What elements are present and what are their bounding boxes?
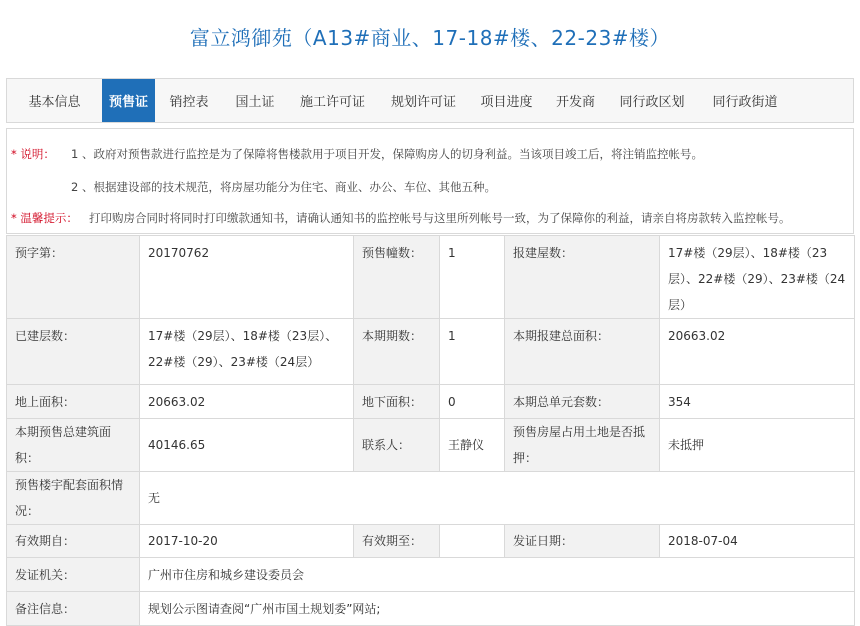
tip-text: 打印购房合同时将同时打印缴款通知书，请确认通知书的监控帐号与这里所列帐号一致，为了保障你的利益，请亲自将房款转入监控帐号。 bbox=[89, 211, 791, 225]
tab-presale-permit[interactable]: 预售证 bbox=[102, 79, 155, 122]
contact-value: 王静仪 bbox=[440, 419, 505, 472]
explain-label: * 说明： bbox=[11, 147, 55, 161]
issuer-label: 发证机关： bbox=[7, 558, 140, 592]
valid-to-value bbox=[440, 525, 505, 558]
table-row bbox=[7, 472, 855, 525]
total-units-value: 354 bbox=[660, 385, 855, 419]
tab-same-district[interactable]: 同行政区划 bbox=[619, 95, 685, 110]
tab-basic-info[interactable]: 基本信息 bbox=[28, 95, 81, 110]
mortgage-value: 未抵押 bbox=[660, 419, 855, 472]
tab-land-permit[interactable]: 国土证 bbox=[235, 95, 275, 110]
table-row bbox=[7, 319, 855, 385]
presale-buildings-value: 1 bbox=[440, 236, 505, 319]
period-value: 1 bbox=[440, 319, 505, 385]
explain-line-2: 2 、根据建设部的技术规范，将房屋功能分为住宅、商业、办公、车位、其他五种。 bbox=[71, 180, 496, 194]
table-row bbox=[7, 558, 855, 592]
tab-bar bbox=[6, 78, 854, 123]
built-floors-value: 17#楼（29层）、18#楼（23层）、22#楼（29）、23#楼（24层） bbox=[140, 319, 354, 385]
period-total-area-value: 20663.02 bbox=[660, 319, 855, 385]
underground-area-value: 0 bbox=[440, 385, 505, 419]
issue-date-value: 2018-07-04 bbox=[660, 525, 855, 558]
facility-value: 无 bbox=[140, 472, 855, 525]
page-title: 富立鸿御苑（A13#商业、17-18#楼、22-23#楼） bbox=[189, 26, 671, 50]
tip-label: * 温馨提示： bbox=[11, 211, 78, 225]
presale-no-value: 20170762 bbox=[140, 236, 354, 319]
presale-buildings-label: 预售幢数： bbox=[354, 236, 440, 319]
explain-line-1: 1 、政府对预售款进行监控是为了保障将售楼款用于项目开发，保障购房人的切身利益。当该项目竣工后，将注销监控帐号。 bbox=[71, 147, 703, 161]
notes-panel bbox=[6, 128, 854, 234]
tab-developer[interactable]: 开发商 bbox=[555, 95, 595, 110]
valid-to-label: 有效期至： bbox=[354, 525, 440, 558]
presale-info-table bbox=[6, 235, 855, 626]
total-units-label: 本期总单元套数： bbox=[505, 385, 660, 419]
tab-planning-permit[interactable]: 规划许可证 bbox=[390, 95, 456, 110]
tab-sales-control[interactable]: 销控表 bbox=[169, 95, 209, 110]
presale-area-value: 40146.65 bbox=[140, 419, 354, 472]
ground-area-value: 20663.02 bbox=[140, 385, 354, 419]
ground-area-label: 地上面积： bbox=[7, 385, 140, 419]
tab-construction-permit[interactable]: 施工许可证 bbox=[299, 95, 365, 110]
valid-from-label: 有效期自： bbox=[7, 525, 140, 558]
presale-area-label: 本期预售总建筑面积： bbox=[7, 419, 140, 472]
remark-label: 备注信息： bbox=[7, 592, 140, 626]
table-row bbox=[7, 525, 855, 558]
underground-area-label: 地下面积： bbox=[354, 385, 440, 419]
period-label: 本期期数： bbox=[354, 319, 440, 385]
mortgage-label: 预售房屋占用土地是否抵押： bbox=[505, 419, 660, 472]
issue-date-label: 发证日期： bbox=[505, 525, 660, 558]
table-row bbox=[7, 419, 855, 472]
facility-label: 预售楼宇配套面积情况： bbox=[7, 472, 140, 525]
table-row bbox=[7, 592, 855, 626]
issuer-value: 广州市住房和城乡建设委员会 bbox=[140, 558, 855, 592]
period-total-area-label: 本期报建总面积： bbox=[505, 319, 660, 385]
reported-floors-label: 报建屋数： bbox=[505, 236, 660, 319]
presale-no-label: 预字第： bbox=[7, 236, 140, 319]
tab-project-progress[interactable]: 项目进度 bbox=[480, 95, 533, 110]
valid-from-value: 2017-10-20 bbox=[140, 525, 354, 558]
reported-floors-value: 17#楼（29层）、18#楼（23层）、22#楼（29）、23#楼（24层） bbox=[660, 236, 855, 319]
table-row bbox=[7, 385, 855, 419]
tab-same-street[interactable]: 同行政街道 bbox=[712, 95, 778, 110]
remark-value: 规划公示图请查阅“广州市国土规划委”网站; bbox=[140, 592, 855, 626]
table-row bbox=[7, 236, 855, 319]
contact-label: 联系人： bbox=[354, 419, 440, 472]
built-floors-label: 已建层数： bbox=[7, 319, 140, 385]
